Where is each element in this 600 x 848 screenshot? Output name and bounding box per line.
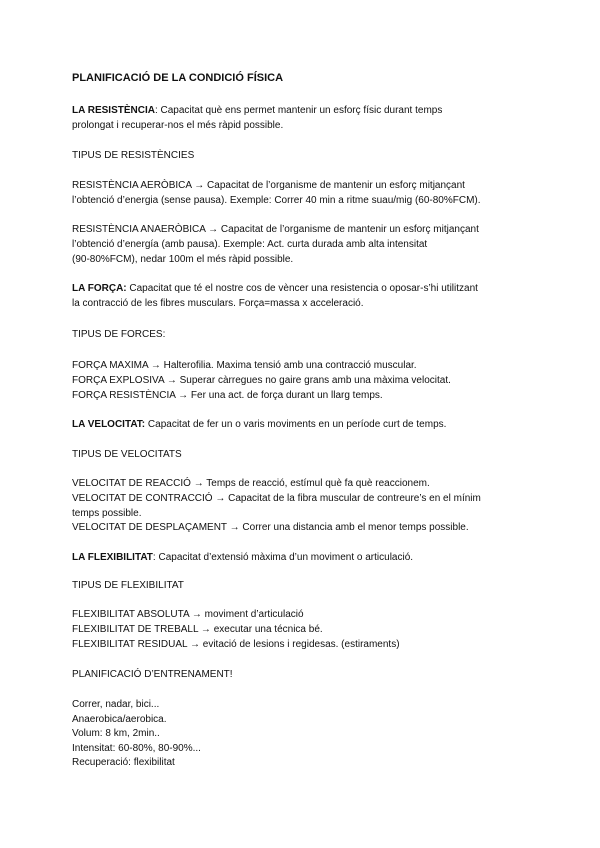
tipus-resistencies-heading: TIPUS DE RESISTÈNCIES	[72, 150, 195, 161]
flexibilitat-definition: LA FLEXIBILITAT: Capacitat d’extensió màxima d’un moviment o articulació.	[72, 552, 414, 563]
list-item: Recuperació: flexibilitat	[72, 757, 175, 768]
velocitat-desplacament: VELOCITAT DE DESPLAÇAMENT → Correr una distancia amb el menor temps possible.	[72, 522, 469, 533]
resistencia-definition-line-1: LA RESISTÈNCIA: Capacitat què ens permet mantenir un esforç físic durant temps	[72, 105, 443, 116]
page-title: PLANIFICACIÓ DE LA CONDICIÓ FÍSICA	[72, 72, 284, 84]
planificacio-heading: PLANIFICACIÓ D’ENTRENAMENT!	[72, 669, 233, 680]
velocitat-contraccio-line-1: VELOCITAT DE CONTRACCIÓ → Capacitat de la fibra muscular de contreure’s en el mínim	[72, 493, 481, 504]
velocitat-reaccio: VELOCITAT DE REACCIÓ → Temps de reacció, estímul què fa què reaccionem.	[72, 478, 430, 489]
forca-definition-line-2: la contracció de les fibres musculars. Força=massa x acceleració.	[72, 298, 364, 309]
tipus-flexibilitat-heading: TIPUS DE FLEXIBILITAT	[72, 580, 184, 591]
aerobica-line-2: l’obtenció d’energia (sense pausa). Exemple: Correr 40 min a ritme suau/mig (60-80%FCM).	[72, 195, 481, 206]
forca-definition-line-1: LA FORÇA: Capacitat que té el nostre cos de vèncer una resistencia o oposar-s’hi utilitzant	[72, 283, 478, 294]
list-item: Intensitat: 60-80%, 80-90%...	[72, 743, 201, 754]
velocitat-contraccio-line-2: temps possible.	[72, 508, 142, 519]
flexibilitat-term: LA FLEXIBILITAT	[72, 552, 153, 563]
tipus-forces-heading: TIPUS DE FORCES:	[72, 329, 166, 340]
tipus-velocitats-heading: TIPUS DE VELOCITATS	[72, 449, 182, 460]
list-item: FLEXIBILITAT DE TREBALL → executar una técnica bé.	[72, 624, 323, 635]
list-item: Anaerobica/aerobica.	[72, 714, 167, 725]
velocitat-term: LA VELOCITAT:	[72, 419, 146, 430]
aerobica-line-1: RESISTÈNCIA AERÒBICA → Capacitat de l’organisme de mantenir un esforç mitjançant	[72, 180, 465, 191]
list-item: Correr, nadar, bici...	[72, 699, 160, 710]
anaerobica-line-3: (90-80%FCM), nedar 100m el més ràpid possible.	[72, 254, 294, 265]
list-item: FLEXIBILITAT ABSOLUTA → moviment d’articulació	[72, 609, 304, 620]
list-item: Volum: 8 km, 2min..	[72, 728, 160, 739]
forca-term: LA FORÇA:	[72, 283, 127, 294]
resistencia-term: LA RESISTÈNCIA	[72, 105, 155, 116]
list-item: FORÇA RESISTÈNCIA → Fer una act. de força durant un llarg temps.	[72, 390, 383, 401]
list-item: FLEXIBILITAT RESIDUAL → evitació de lesions i regidesas. (estiraments)	[72, 639, 400, 650]
resistencia-definition-line-2: prolongat i recuperar-nos el més ràpid possible.	[72, 120, 284, 131]
velocitat-definition: LA VELOCITAT: Capacitat de fer un o varis moviments en un període curt de temps.	[72, 419, 447, 430]
anaerobica-line-2: l’obtenció d’energía (amb pausa). Exemple: Act. curta durada amb alta intensitat	[72, 239, 428, 250]
list-item: FORÇA EXPLOSIVA → Superar càrregues no gaire grans amb una màxima velocitat.	[72, 375, 451, 386]
anaerobica-line-1: RESISTÈNCIA ANAERÒBICA → Capacitat de l’organisme de mantenir un esforç mitjançant	[72, 224, 479, 235]
list-item: FORÇA MAXIMA → Halterofilia. Maxima tensió amb una contracció muscular.	[72, 360, 417, 371]
